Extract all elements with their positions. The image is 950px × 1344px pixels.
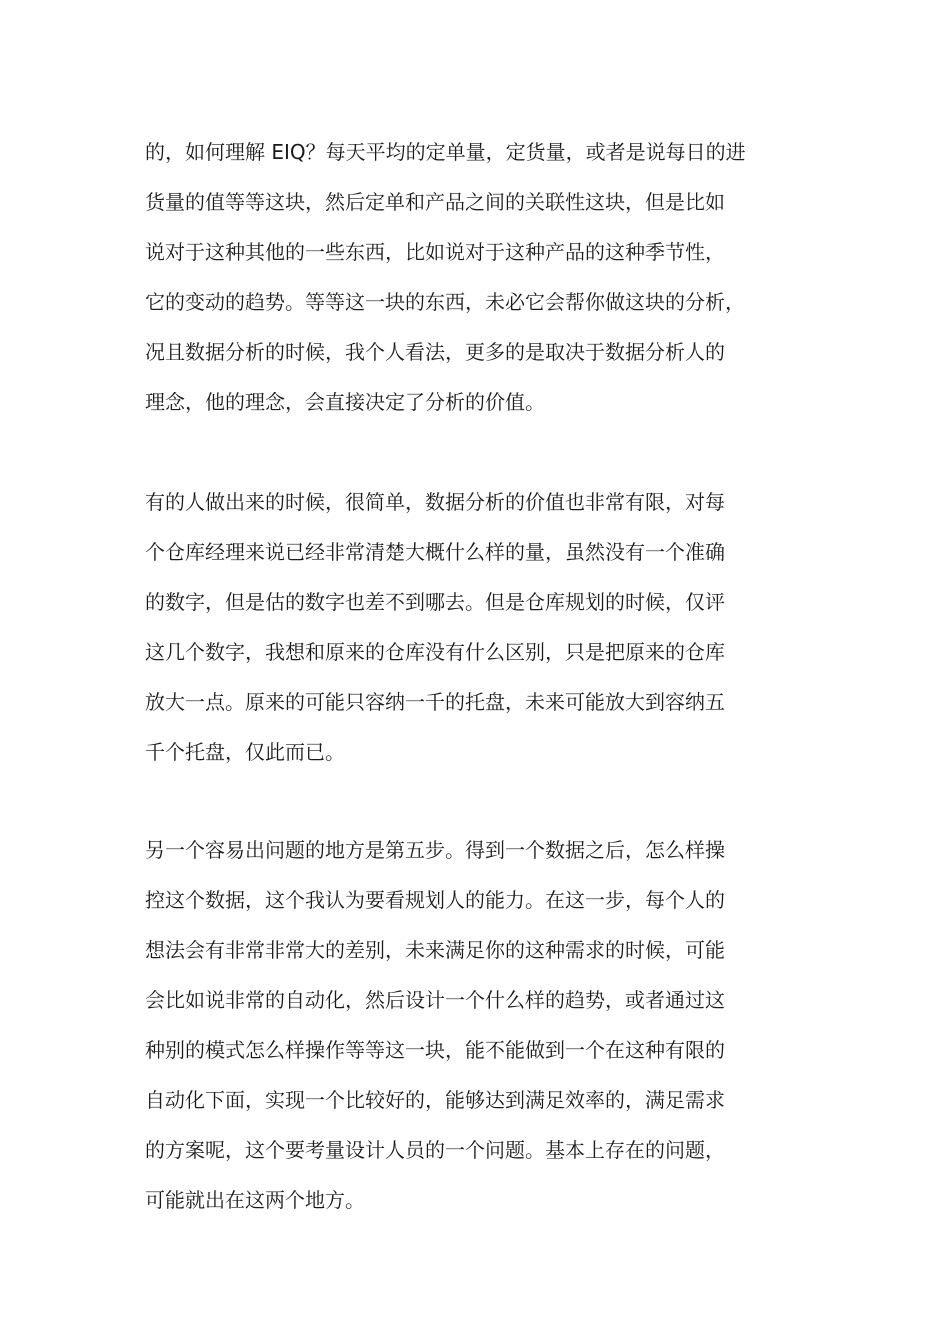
paragraph <box>145 127 825 427</box>
text-line: 种别的模式怎么样操作等等这一块，能不能做到一个在这种有限的 <box>145 1038 725 1062</box>
text-line: 另一个容易出问题的地方是第五步。得到一个数据之后，怎么样操 <box>145 838 725 862</box>
text-line: 它的变动的趋势。等等这一块的东西，未必它会帮你做这块的分析， <box>145 290 745 314</box>
text-line: 的，如何理解 EIQ？每天平均的定单量，定货量，或者是说每日的进 <box>145 140 746 164</box>
paragraph <box>145 477 825 777</box>
text-line: 想法会有非常非常大的差别，未来满足你的这种需求的时候，可能 <box>145 938 725 962</box>
text-line: 自动化下面，实现一个比较好的，能够达到满足效率的，满足需求 <box>145 1088 725 1112</box>
text-line: 控这个数据，这个我认为要看规划人的能力。在这一步，每个人的 <box>145 888 725 912</box>
text-line: 千个托盘，仅此而已。 <box>145 740 345 764</box>
text-line: 况且数据分析的时候，我个人看法，更多的是取决于数据分析人的 <box>145 340 725 364</box>
text-line: 的方案呢，这个要考量设计人员的一个问题。基本上存在的问题， <box>145 1138 725 1162</box>
text-line: 理念，他的理念，会直接决定了分析的价值。 <box>145 390 545 414</box>
paragraph <box>145 825 825 1225</box>
text-line: 个仓库经理来说已经非常清楚大概什么样的量，虽然没有一个准确 <box>145 540 725 564</box>
text-line: 放大一点。原来的可能只容纳一千的托盘，未来可能放大到容纳五 <box>145 690 725 714</box>
text-line: 会比如说非常的自动化，然后设计一个什么样的趋势，或者通过这 <box>145 988 725 1012</box>
text-line: 这几个数字，我想和原来的仓库没有什么区别，只是把原来的仓库 <box>145 640 725 664</box>
text-line: 说对于这种其他的一些东西，比如说对于这种产品的这种季节性， <box>145 240 725 264</box>
text-line: 可能就出在这两个地方。 <box>145 1188 365 1212</box>
text-line: 有的人做出来的时候，很简单，数据分析的价值也非常有限，对每 <box>145 490 725 514</box>
text-line: 货量的值等等这块，然后定单和产品之间的关联性这块，但是比如 <box>145 190 725 214</box>
text-line: 的数字，但是估的数字也差不到哪去。但是仓库规划的时候，仅评 <box>145 590 725 614</box>
